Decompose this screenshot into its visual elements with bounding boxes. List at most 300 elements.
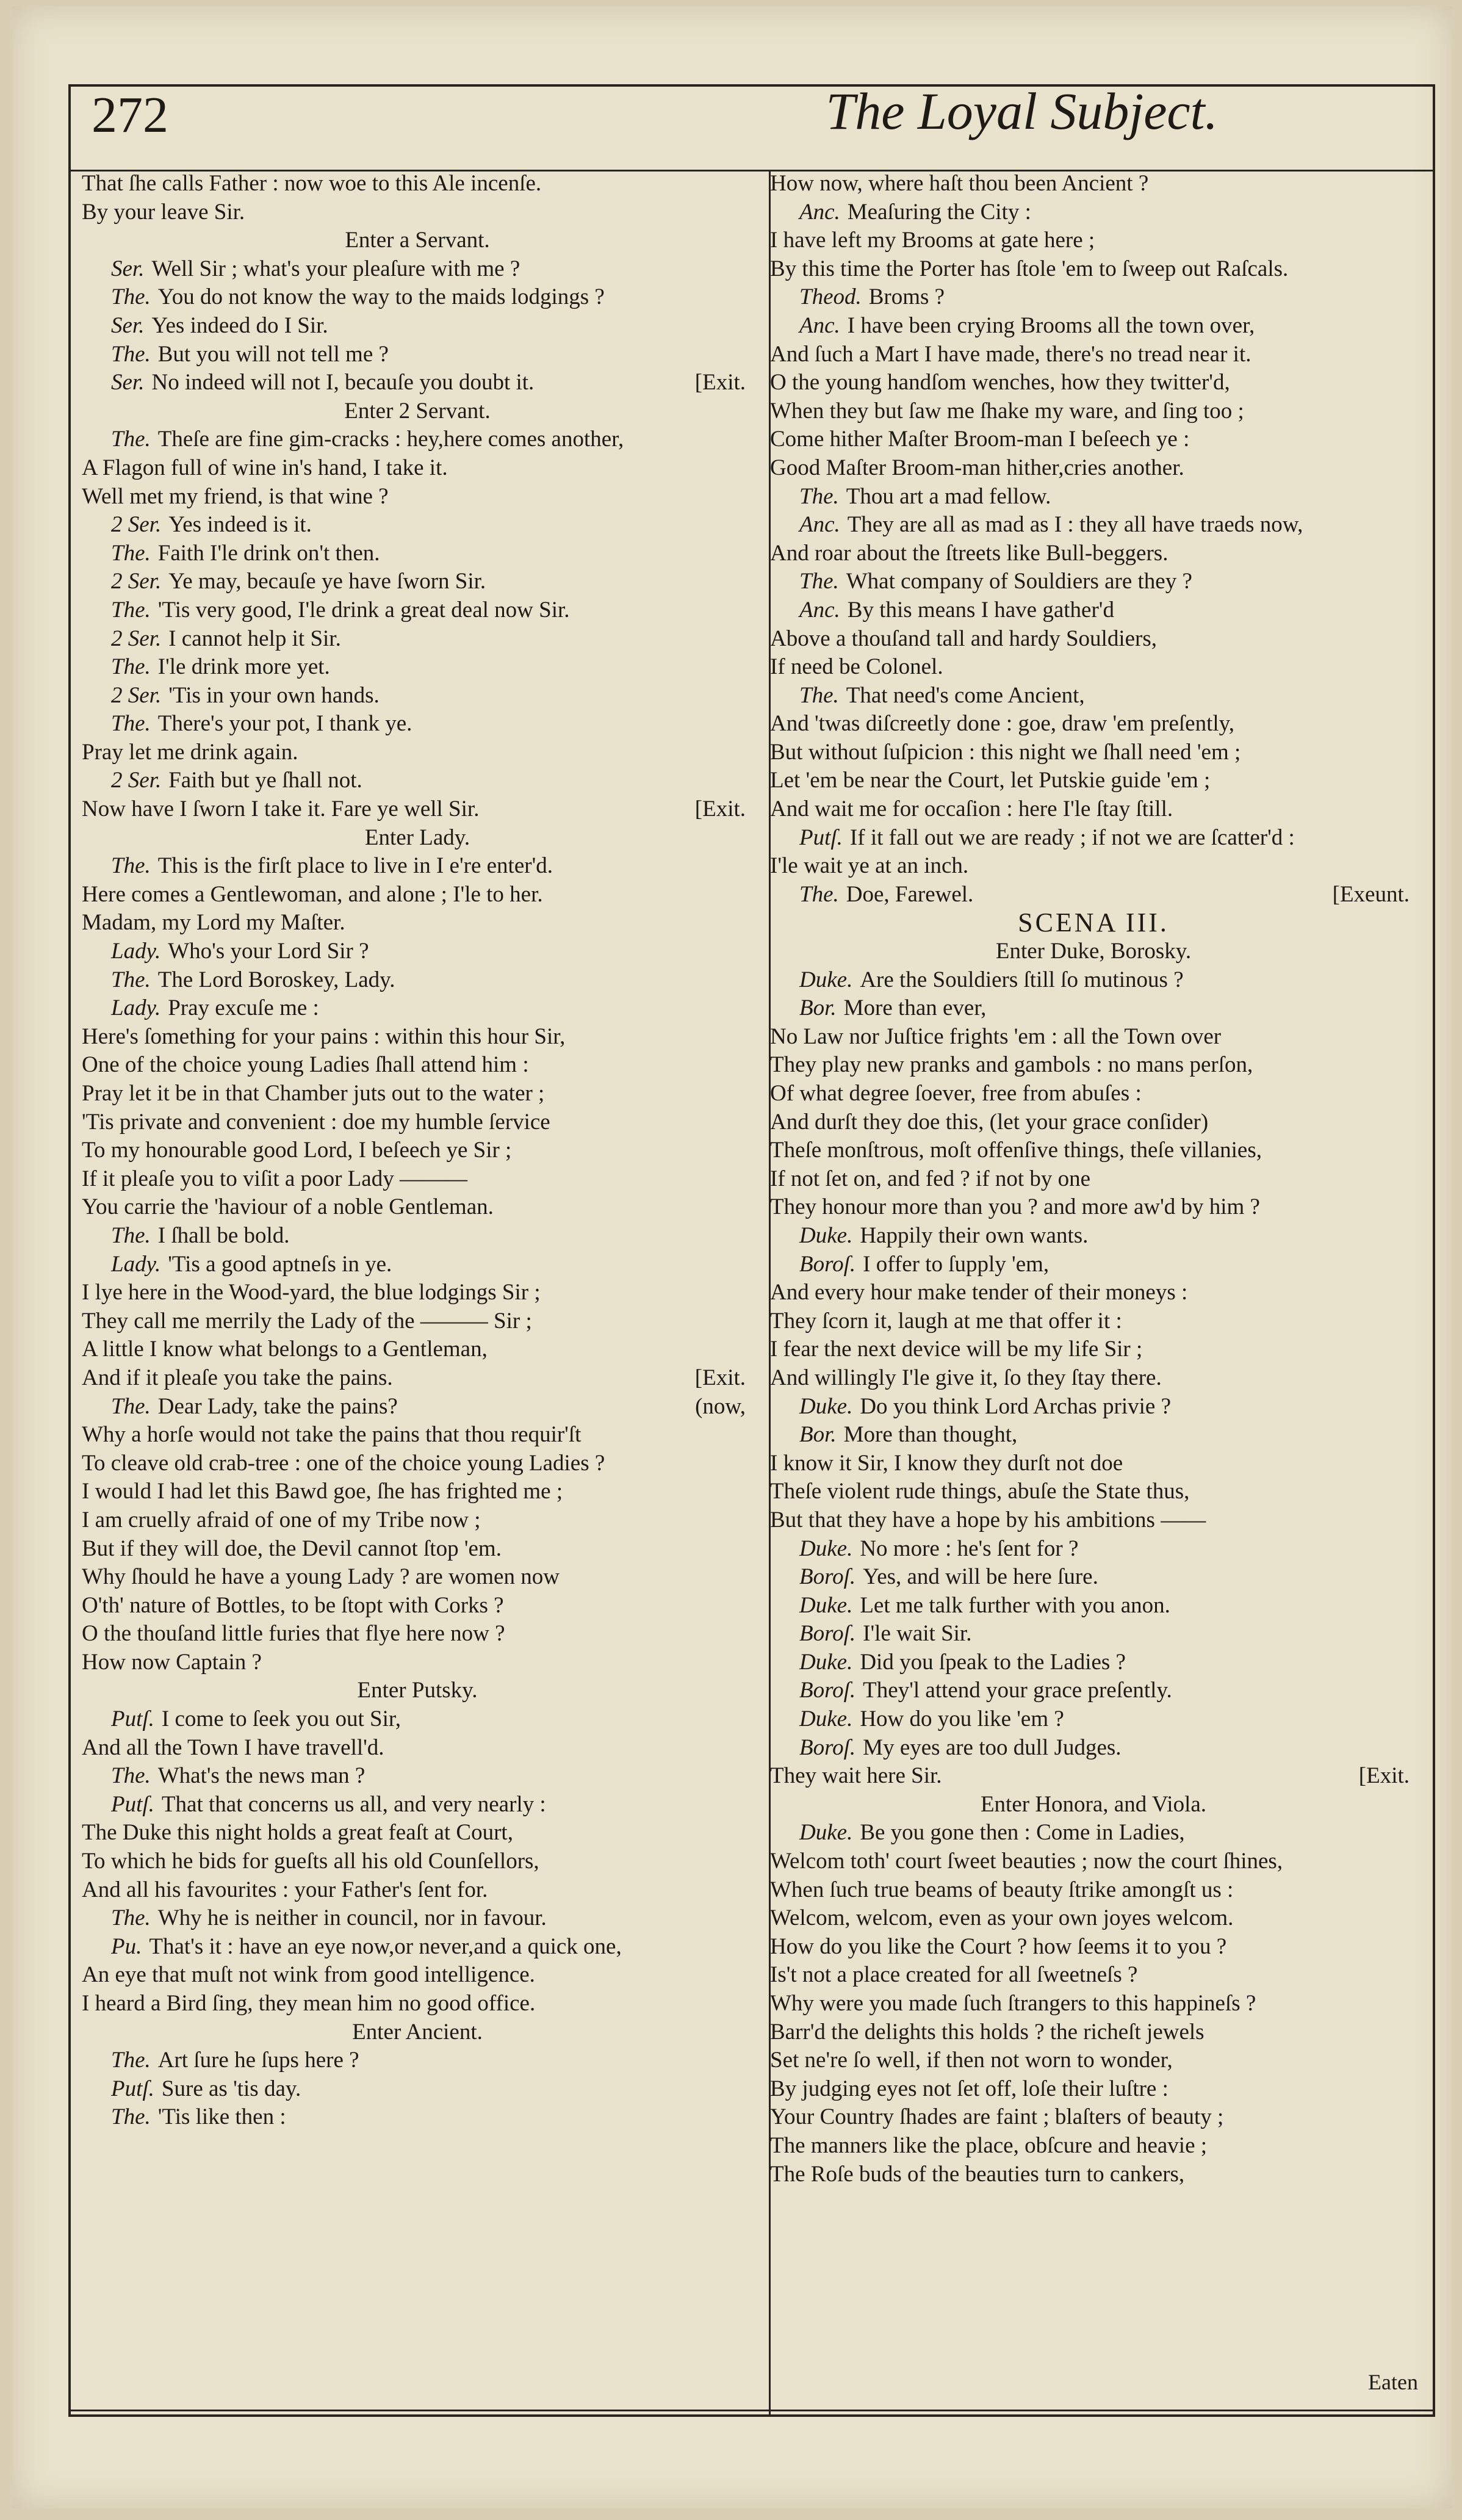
stage-direction xyxy=(82,226,753,255)
line-text: Yes indeed is it. xyxy=(168,512,312,538)
speech-line xyxy=(82,852,753,881)
speech-line xyxy=(82,625,753,654)
verse-line xyxy=(770,795,1417,824)
line-text: 'Tis in your own hands. xyxy=(168,682,380,708)
line-text: And ſuch a Mart I have made, there's no tread near it. xyxy=(770,341,1251,367)
line-text: The Roſe buds of the beauties turn to cankers, xyxy=(770,2161,1185,2187)
stage-direction xyxy=(82,1677,753,1705)
verse-line xyxy=(770,255,1417,284)
speaker-prefix: Anc. xyxy=(799,512,840,538)
speaker-prefix: Ser. xyxy=(111,312,145,338)
verse-line xyxy=(82,1080,753,1108)
speech-line xyxy=(770,1734,1417,1763)
line-text: To my honourable good Lord, I beſeech ye Sir ; xyxy=(82,1138,512,1163)
speech-line xyxy=(770,1563,1417,1592)
speech-line xyxy=(82,966,753,995)
speaker-prefix: Ser. xyxy=(111,370,145,395)
line-text: Your Country ſhades are faint ; blaſters of beauty ; xyxy=(770,2104,1224,2130)
speaker-prefix: The. xyxy=(111,1393,151,1419)
line-text: That's it : have an eye now,or never,and a quick one, xyxy=(149,1933,622,1959)
verse-line xyxy=(770,1023,1417,1052)
speech-line xyxy=(770,1222,1417,1251)
line-text: Enter Putsky. xyxy=(357,1678,478,1703)
line-text: I have left my Brooms at gate here ; xyxy=(770,228,1095,253)
line-text: And all his favourites : your Father's ſent for. xyxy=(82,1877,488,1902)
line-text: And durſt they doe this, (let your grace conſider) xyxy=(770,1109,1209,1135)
line-text: More than thought, xyxy=(843,1422,1018,1448)
line-text: Enter Ancient. xyxy=(352,2019,483,2045)
speaker-prefix: Lady. xyxy=(111,1251,161,1277)
speaker-prefix: The. xyxy=(111,2104,151,2130)
verse-line xyxy=(82,1648,753,1677)
speaker-prefix: Putſ. xyxy=(111,1791,154,1817)
speaker-prefix: The. xyxy=(111,1763,151,1789)
line-text: How now Captain ? xyxy=(82,1649,262,1675)
line-text: Good Maſter Broom-man hither,cries another. xyxy=(770,455,1184,480)
verse-line xyxy=(82,1592,753,1620)
line-text: SCENA III. xyxy=(1018,908,1169,938)
line-text: Enter Lady. xyxy=(364,825,470,850)
speaker-prefix: Duke. xyxy=(799,967,853,992)
stage-direction xyxy=(770,937,1417,966)
line-text: And willingly I'le give it, ſo they ſtay there. xyxy=(770,1365,1162,1390)
verse-line xyxy=(770,1136,1417,1165)
verse-line xyxy=(82,1563,753,1592)
line-text: The Duke this night holds a great feaſt at Court, xyxy=(82,1820,513,1846)
speech-line xyxy=(82,1251,753,1279)
line-text: Welcom, welcom, even as your own joyes welcom. xyxy=(770,1905,1234,1931)
line-text: If not ſet on, and fed ? if not by one xyxy=(770,1166,1091,1191)
speaker-prefix: Boroſ. xyxy=(799,1564,856,1590)
line-text: Why were you made ſuch ſtrangers to this happineſs ? xyxy=(770,1991,1256,2016)
line-text: I heard a Bird ſing, they mean him no good office. xyxy=(82,1991,536,2016)
line-text: 'Tis like then : xyxy=(157,2104,286,2130)
line-text: They play new pranks and gambols : no mans perſon, xyxy=(770,1052,1253,1078)
line-text: Enter Honora, and Viola. xyxy=(980,1791,1207,1817)
line-text: Be you gone then : Come in Ladies, xyxy=(860,1820,1185,1846)
verse-line xyxy=(770,2132,1417,2161)
line-text: O the young handſom wenches, how they twitter'd, xyxy=(770,370,1230,395)
line-text: I'le wait ye at an inch. xyxy=(770,853,969,879)
speaker-prefix: Lady. xyxy=(111,995,161,1021)
line-text: O'th' nature of Bottles, to be ſtopt with Corks ? xyxy=(82,1592,504,1618)
line-text: I would I had let this Bawd goe, ſhe has frighted me ; xyxy=(82,1479,563,1504)
verse-line xyxy=(770,1450,1417,1478)
speech-line xyxy=(770,1592,1417,1620)
right-column xyxy=(770,170,1417,2397)
stage-direction xyxy=(770,1791,1417,1819)
line-text: Come hither Maſter Broom-man I beſeech ye : xyxy=(770,427,1190,452)
bottom-rule xyxy=(68,2410,1435,2411)
line-text: That that concerns us all, and very nearly : xyxy=(161,1791,546,1817)
line-text: You do not know the way to the maids lodgings ? xyxy=(157,284,605,310)
line-text: Here's ſomething for your pains : within this hour Sir, xyxy=(82,1024,566,1049)
verse-line xyxy=(770,2046,1417,2075)
line-text: 'Tis a good aptneſs in ye. xyxy=(168,1251,392,1277)
line-text: 'Tis very good, I'le drink a great deal now Sir. xyxy=(157,597,570,623)
verse-line xyxy=(82,1450,753,1478)
speaker-prefix: The. xyxy=(799,682,839,708)
speaker-prefix: Duke. xyxy=(799,1649,853,1675)
speech-line xyxy=(82,937,753,966)
verse-line xyxy=(82,1165,753,1194)
line-text: They ſcorn it, laugh at me that offer it : xyxy=(770,1308,1122,1334)
speech-line xyxy=(82,682,753,710)
stage-direction xyxy=(82,2018,753,2047)
line-text: No more : he's ſent for ? xyxy=(860,1536,1079,1561)
line-text: By this time the Porter has ſtole 'em to ſweep out Raſcals. xyxy=(770,256,1289,281)
line-text: Well Sir ; what's your pleaſure with me ? xyxy=(151,256,520,281)
verse-line xyxy=(770,1506,1417,1535)
line-text: This is the firſt place to live in I e're enter'd. xyxy=(157,853,553,879)
line-text: By judging eyes not ſet off, loſe their luſtre : xyxy=(770,2076,1169,2101)
line-text: What company of Souldiers are they ? xyxy=(846,569,1192,594)
line-text: Happily their own wants. xyxy=(860,1222,1089,1248)
speaker-prefix: Lady. xyxy=(111,939,161,964)
speech-line xyxy=(770,1535,1417,1564)
verse-line xyxy=(770,2075,1417,2104)
line-text: Theſe are fine gim-cracks : hey,here comes another, xyxy=(157,427,624,452)
verse-line xyxy=(82,1051,753,1080)
line-text: Now have I ſworn I take it. Fare ye well Sir. xyxy=(82,796,480,822)
verse-line xyxy=(770,454,1417,483)
verse-line xyxy=(770,1307,1417,1336)
line-text: Barr'd the delights this holds ? the richeſt jewels xyxy=(770,2019,1205,2045)
speaker-prefix: Bor. xyxy=(799,1422,837,1448)
line-text: Above a thouſand tall and hardy Souldiers, xyxy=(770,626,1158,651)
line-text: They are all as mad as I : they all have traeds now, xyxy=(847,512,1303,538)
verse-line xyxy=(770,1165,1417,1194)
speaker-prefix: Boroſ. xyxy=(799,1678,856,1703)
line-text: They call me merrily the Lady of the ——— Sir ; xyxy=(82,1308,532,1334)
line-text: Broms ? xyxy=(868,284,945,310)
verse-line xyxy=(82,1847,753,1876)
speaker-prefix: Duke. xyxy=(799,1592,853,1618)
speech-line xyxy=(770,881,1417,909)
line-text: No Law nor Juſtice frights 'em : all the Town over xyxy=(770,1024,1222,1049)
line-text: Faith but ye ſhall not. xyxy=(168,768,362,793)
verse-line xyxy=(82,483,753,511)
line-text: Why a horſe would not take the pains that thou requir'ſt xyxy=(82,1422,582,1448)
line-text: I come to ſeek you out Sir, xyxy=(161,1706,401,1732)
line-text: You carrie the 'haviour of a noble Gentleman. xyxy=(82,1194,494,1220)
line-text: Doe, Farewel. xyxy=(846,881,974,907)
verse-line xyxy=(82,1506,753,1535)
line-text: Sure as 'tis day. xyxy=(161,2076,301,2101)
speaker-prefix: 2 Ser. xyxy=(111,682,162,708)
verse-line xyxy=(770,852,1417,881)
line-text: Yes indeed do I Sir. xyxy=(151,312,328,338)
verse-line xyxy=(82,1136,753,1165)
verse-line xyxy=(82,1535,753,1564)
line-text: Did you ſpeak to the Ladies ? xyxy=(860,1649,1126,1675)
line-text: I'le drink more yet. xyxy=(157,654,330,680)
speaker-prefix: The. xyxy=(111,284,151,310)
speech-line xyxy=(82,1222,753,1251)
speech-line xyxy=(770,1620,1417,1648)
speaker-prefix: Anc. xyxy=(799,597,840,623)
verse-line xyxy=(770,341,1417,369)
line-text: Why ſhould he have a young Lady ? are women now xyxy=(82,1564,560,1590)
verse-line xyxy=(82,881,753,909)
speech-line xyxy=(82,540,753,568)
verse-line xyxy=(770,1193,1417,1222)
line-text: Pray let me drink again. xyxy=(82,739,298,765)
left-column xyxy=(82,170,753,2397)
speech-line xyxy=(770,966,1417,995)
verse-line xyxy=(770,397,1417,426)
line-text: O the thouſand little furies that flye here now ? xyxy=(82,1621,505,1647)
line-text: Who's your Lord Sir ? xyxy=(168,939,369,964)
line-text: I have been crying Brooms all the town over, xyxy=(847,312,1255,338)
verse-line xyxy=(770,1961,1417,1990)
verse-line xyxy=(770,1847,1417,1876)
verse-line xyxy=(82,1961,753,1990)
verse-line xyxy=(82,738,753,767)
line-text: The Lord Boroskey, Lady. xyxy=(157,967,395,992)
line-text: I fear the next device will be my life Sir ; xyxy=(770,1337,1143,1362)
line-text: I know it Sir, I know they durſt not doe xyxy=(770,1450,1123,1476)
verse-line xyxy=(82,1478,753,1506)
speaker-prefix: The. xyxy=(111,540,151,566)
verse-line xyxy=(770,1904,1417,1933)
verse-line xyxy=(82,795,753,824)
speech-line xyxy=(82,2046,753,2075)
speech-line xyxy=(82,1705,753,1734)
speech-line xyxy=(770,511,1417,540)
speech-line xyxy=(770,483,1417,511)
verse-line xyxy=(770,1364,1417,1393)
verse-line xyxy=(82,1335,753,1364)
catchword: Eaten xyxy=(1368,2370,1418,2394)
speech-line xyxy=(770,994,1417,1023)
line-text: But you will not tell me ? xyxy=(157,341,389,367)
speech-line xyxy=(770,1705,1417,1734)
exit-direction: (now, xyxy=(695,1393,746,1419)
speech-line xyxy=(82,255,753,284)
line-text: Yes, and will be here ſure. xyxy=(863,1564,1098,1590)
speaker-prefix: The. xyxy=(799,881,839,907)
speaker-prefix: Putſ. xyxy=(111,1706,154,1732)
line-text: Are the Souldiers ſtill ſo mutinous ? xyxy=(860,967,1184,992)
speaker-prefix: The. xyxy=(799,483,839,509)
verse-line xyxy=(770,2103,1417,2132)
line-text: A little I know what belongs to a Gentleman, xyxy=(82,1337,488,1362)
line-text: More than ever, xyxy=(843,995,987,1021)
speech-line xyxy=(770,312,1417,341)
verse-line xyxy=(82,1279,753,1307)
line-text: Thou art a mad fellow. xyxy=(846,483,1051,509)
line-text: Enter Duke, Borosky. xyxy=(995,939,1192,964)
verse-line xyxy=(770,170,1417,198)
line-text: Is't not a place created for all ſweetneſs ? xyxy=(770,1962,1138,1988)
speaker-prefix: Duke. xyxy=(799,1820,853,1846)
line-text: And roar about the ſtreets like Bull-beggers. xyxy=(770,540,1169,566)
line-text: But without ſuſpicion : this night we ſhall need 'em ; xyxy=(770,739,1241,765)
verse-line xyxy=(770,738,1417,767)
line-text: Do you think Lord Archas privie ? xyxy=(860,1393,1171,1419)
verse-line xyxy=(770,653,1417,682)
speech-line xyxy=(82,1762,753,1791)
line-text: One of the choice young Ladies ſhall attend him : xyxy=(82,1052,529,1078)
speaker-prefix: The. xyxy=(111,853,151,879)
line-text: If need be Colonel. xyxy=(770,654,943,680)
page-number: 272 xyxy=(92,87,168,143)
verse-line xyxy=(770,1478,1417,1506)
line-text: No indeed will not I, becauſe you doubt it. xyxy=(151,370,535,395)
verse-line xyxy=(82,170,753,198)
line-text: And every hour make tender of their moneys : xyxy=(770,1280,1188,1305)
speaker-prefix: 2 Ser. xyxy=(111,512,162,538)
verse-line xyxy=(770,1080,1417,1108)
speech-line xyxy=(82,511,753,540)
speech-line xyxy=(82,568,753,596)
speaker-prefix: Anc. xyxy=(799,312,840,338)
verse-line xyxy=(770,625,1417,654)
speaker-prefix: Bor. xyxy=(799,995,837,1021)
speech-line xyxy=(770,568,1417,596)
line-text: If it fall out we are ready ; if not we are ſcatter'd : xyxy=(849,825,1295,850)
line-text: Of what degree ſoever, free from abuſes : xyxy=(770,1081,1142,1106)
line-text: Theſe violent rude things, abuſe the State thus, xyxy=(770,1479,1190,1504)
exit-direction: [Exit. xyxy=(694,796,746,822)
verse-line xyxy=(770,1933,1417,1962)
line-text: My eyes are too dull Judges. xyxy=(863,1735,1122,1760)
verse-line xyxy=(770,1279,1417,1307)
line-text: If it pleaſe you to viſit a poor Lady ——— xyxy=(82,1166,467,1191)
line-text: I cannot help it Sir. xyxy=(168,626,341,651)
line-text: To which he bids for gueſts all his old Counſellors, xyxy=(82,1849,539,1874)
verse-line xyxy=(770,710,1417,738)
line-text: That ſhe calls Father : now woe to this Ale incenſe. xyxy=(82,171,542,196)
speech-line xyxy=(770,596,1417,625)
speech-line xyxy=(770,1677,1417,1705)
line-text: How do you like the Court ? how ſeems it to you ? xyxy=(770,1933,1227,1959)
line-text: Faith I'le drink on't then. xyxy=(157,540,380,566)
verse-line xyxy=(770,1762,1417,1791)
speech-line xyxy=(82,1393,753,1421)
line-text: Enter 2 Servant. xyxy=(344,398,491,424)
exit-direction: [Exit. xyxy=(694,370,746,395)
line-text: When they but ſaw me ſhake my ware, and ſing too ; xyxy=(770,398,1244,424)
line-text: Welcom toth' court ſweet beauties ; now the court ſhines, xyxy=(770,1849,1283,1874)
verse-line xyxy=(770,767,1417,795)
speaker-prefix: The. xyxy=(111,1222,151,1248)
speaker-prefix: Duke. xyxy=(799,1393,853,1419)
verse-line xyxy=(82,1364,753,1393)
line-text: There's your pot, I thank ye. xyxy=(157,711,412,737)
verse-line xyxy=(770,2161,1417,2189)
speaker-prefix: The. xyxy=(111,654,151,680)
verse-line xyxy=(770,1876,1417,1905)
line-text: By your leave Sir. xyxy=(82,199,245,225)
line-text: A Flagon full of wine in's hand, I take it. xyxy=(82,455,448,480)
speech-line xyxy=(82,341,753,369)
line-text: An eye that muſt not wink from good intelligence. xyxy=(82,1962,535,1988)
speech-line xyxy=(770,1251,1417,1279)
speech-line xyxy=(770,198,1417,227)
verse-line xyxy=(770,226,1417,255)
speaker-prefix: Duke. xyxy=(799,1222,853,1248)
verse-line xyxy=(82,1819,753,1847)
speech-line xyxy=(770,682,1417,710)
line-text: Pray excuſe me : xyxy=(168,995,319,1021)
speech-line xyxy=(82,1933,753,1962)
line-text: How now, where haſt thou been Ancient ? xyxy=(770,171,1149,196)
speaker-prefix: The. xyxy=(111,967,151,992)
speech-line xyxy=(82,596,753,625)
speaker-prefix: 2 Ser. xyxy=(111,626,162,651)
speaker-prefix: Duke. xyxy=(799,1706,853,1732)
line-text: Set ne're ſo well, if then not worn to wonder, xyxy=(770,2048,1173,2073)
speaker-prefix: Theod. xyxy=(799,284,862,310)
line-text: And if it pleaſe you take the pains. xyxy=(82,1365,393,1390)
verse-line xyxy=(770,540,1417,568)
verse-line xyxy=(770,1335,1417,1364)
speech-line xyxy=(82,653,753,682)
line-text: Well met my friend, is that wine ? xyxy=(82,483,389,509)
speaker-prefix: Duke. xyxy=(799,1536,853,1561)
line-text: I offer to ſupply 'em, xyxy=(863,1251,1050,1277)
speech-line xyxy=(82,710,753,738)
speaker-prefix: Boroſ. xyxy=(799,1251,856,1277)
stage-direction xyxy=(82,824,753,853)
speaker-prefix: Boroſ. xyxy=(799,1621,856,1647)
speaker-prefix: Putſ. xyxy=(799,825,843,850)
line-text: Let 'em be near the Court, let Putskie guide 'em ; xyxy=(770,768,1211,793)
line-text: They wait here Sir. xyxy=(770,1763,942,1789)
line-text: I lye here in the Wood-yard, the blue lodgings Sir ; xyxy=(82,1280,541,1305)
scene-heading xyxy=(770,909,1417,937)
verse-line xyxy=(82,454,753,483)
line-text: Art ſure he ſups here ? xyxy=(157,2048,359,2073)
line-text: When ſuch true beams of beauty ſtrike amongſt us : xyxy=(770,1877,1234,1902)
speech-line xyxy=(82,767,753,795)
line-text: Madam, my Lord my Maſter. xyxy=(82,910,345,936)
line-text: To cleave old crab-tree : one of the choice young Ladies ? xyxy=(82,1450,605,1476)
line-text: Here comes a Gentlewoman, and alone ; I'le to her. xyxy=(82,881,543,907)
exit-direction: [Exit. xyxy=(1358,1763,1410,1789)
speech-line xyxy=(770,1819,1417,1847)
speech-line xyxy=(82,1791,753,1819)
line-text: They honour more than you ? and more aw'd by him ? xyxy=(770,1194,1260,1220)
line-text: Theſe monſtrous, moſt offenſive things, theſe villanies, xyxy=(770,1138,1262,1163)
speech-line xyxy=(82,2103,753,2132)
speaker-prefix: The. xyxy=(111,341,151,367)
speaker-prefix: The. xyxy=(111,1905,151,1931)
exit-direction: [Exit. xyxy=(694,1365,746,1390)
line-text: But that they have a hope by his ambitions —— xyxy=(770,1507,1206,1533)
speaker-prefix: Anc. xyxy=(799,199,840,225)
line-text: And all the Town I have travell'd. xyxy=(82,1735,384,1760)
speaker-prefix: Ser. xyxy=(111,256,145,281)
line-text: The manners like the place, obſcure and heavie ; xyxy=(770,2132,1208,2158)
line-text: They'l attend your grace preſently. xyxy=(863,1678,1172,1703)
line-text: But if they will doe, the Devil cannot ſtop 'em. xyxy=(82,1536,502,1561)
verse-line xyxy=(82,1876,753,1905)
verse-line xyxy=(82,1421,753,1450)
speech-line xyxy=(770,1393,1417,1421)
speech-line xyxy=(770,1421,1417,1450)
line-text: That need's come Ancient, xyxy=(846,682,1085,708)
verse-line xyxy=(770,1108,1417,1137)
verse-line xyxy=(82,1023,753,1052)
speech-line xyxy=(770,283,1417,312)
verse-line xyxy=(82,909,753,937)
verse-line xyxy=(82,1193,753,1222)
verse-line xyxy=(82,1307,753,1336)
verse-line xyxy=(82,198,753,227)
